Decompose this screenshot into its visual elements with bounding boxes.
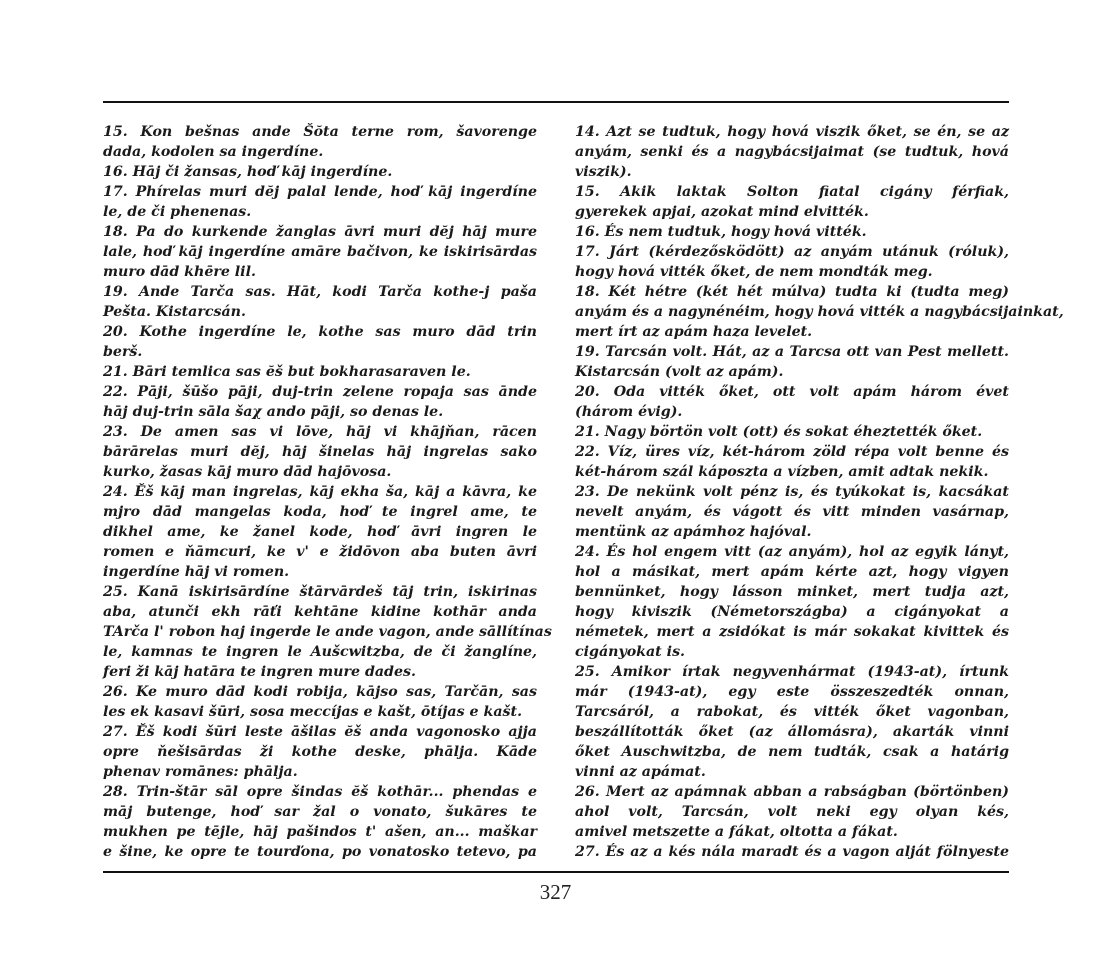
text-line: Kistarcsán (volt az apám).: [575, 364, 784, 380]
text-line: 14. Azt se tudtuk, hogy hová viszik őket, se én, se az: [575, 124, 1009, 140]
page-number: 327: [539, 880, 572, 904]
text-line: mjro dād mangelas koda, hoď te ingrel ame, te: [103, 504, 537, 520]
text-line: 15. Kon bešnas ande Šŏta terne rom, šavorenge: [103, 124, 537, 140]
text-line: hogy hová vitték őket, de nem mondták meg.: [575, 264, 933, 280]
text-line: mentünk az apámhoz hajóval.: [575, 524, 812, 540]
text-line: 25. Amikor írtak negyvenhármat (1943-at), írtunk: [575, 664, 1009, 680]
text-line: 19. Ande Tarča sas. Hāt, kodi Tarča kothe-j paša: [103, 284, 537, 300]
text-line: feri ži kāj hatāra te ingren mure dades.: [103, 664, 416, 680]
text-line: opre ňešisārdas ži kothe deske, phālja. Kāde: [103, 744, 537, 760]
text-line: e šine, ke opre te tourďona, po vonatosko tetevo, pa: [103, 844, 537, 860]
text-line: 17. Phírelas muri dĕj palal lende, hoď kāj ingerdíne: [103, 184, 537, 200]
text-line: 23. De nekünk volt pénz is, és tyúkokat is, kacsákat: [575, 484, 1009, 500]
text-line: les ek kasavi šūri, sosa meccíjas e kašt, ōtíjas e kašt.: [103, 704, 523, 720]
text-line: 18. Pa do kurkende žanglas āvri muri dĕj hāj mure: [103, 224, 537, 240]
text-line: TArča l' robon haj ingerde le ande vagon, ande sāllítínas: [103, 624, 552, 640]
text-line: 16. És nem tudtuk, hogy hová vitték.: [575, 224, 867, 240]
text-line: dada, kodolen sa ingerdíne.: [103, 144, 324, 160]
text-line: muro dād khēre lil.: [103, 264, 256, 280]
text-line: 28. Trin-štār sāl opre šindas ĕš kothār... phendas e: [103, 784, 537, 800]
text-line: bārārelas muri dĕj, hāj šinelas hāj ingrelas sako: [103, 444, 537, 460]
text-line: amivel metszette a fákat, oltotta a fákat.: [575, 824, 898, 840]
text-line: berš.: [103, 344, 143, 360]
bottom-rule: [103, 871, 1009, 873]
text-line: 27. Ĕš kodi šūri leste āšilas ĕš anda vagonosko ajja: [103, 724, 537, 740]
text-line: kurko, žasas kāj muro dād hajōvosa.: [103, 464, 392, 480]
text-line: lale, hoď kāj ingerdíne amāre bačivon, ke iskirisārdas: [103, 244, 537, 260]
text-line: 20. Kothe ingerdíne le, kothe sas muro dād trin: [103, 324, 537, 340]
text-line: 26. Mert az apámnak abban a rabságban (börtönben): [575, 784, 1009, 800]
text-line: 21. Nagy börtön volt (ott) és sokat éheztették őket.: [575, 424, 983, 440]
text-line: 17. Járt (kérdezősködött) az anyám utánuk (róluk),: [575, 244, 1009, 260]
text-line: 15. Akik laktak Solton fiatal cigány férfiak,: [575, 184, 1009, 200]
text-line: anyám és a nagynénéim, hogy hová vitték a nagybácsijainkat,: [575, 304, 1064, 320]
text-line: már (1943-at), egy este összeszedték onnan,: [575, 684, 1009, 700]
right-column-hungarian-text: [575, 122, 1064, 862]
text-line: 22. Pāji, šūšo pāji, duj-trin zelene ropaja sas ānde: [103, 384, 537, 400]
text-line: le, kamnas te ingren le Aušcwitzba, de či žanglíne,: [103, 644, 537, 660]
text-line: németek, mert a zsidókat is már sokakat kivittek és: [575, 624, 1009, 640]
text-line: Pešta. Kistarcsán.: [103, 304, 246, 320]
text-line: aba, atunči ekh rāťi kehtāne kidine kothār anda: [103, 604, 537, 620]
text-line: 20. Oda vitték őket, ott volt apám három évet: [575, 384, 1009, 400]
text-line: māj butenge, hoď sar žal o vonato, šukāres te: [103, 804, 537, 820]
text-line: (három évig).: [575, 404, 683, 420]
left-column-romani-text: [103, 122, 552, 862]
text-line: hāj duj-trin sāla šaχ ando pāji, so denas le.: [103, 404, 444, 420]
text-line: romen e ňāmcuri, ke v' e židōvon aba buten āvri: [103, 544, 537, 560]
text-line: 24. Ĕš kāj man ingrelas, kāj ekha ša, kāj a kāvra, ke: [103, 484, 537, 500]
text-line: ingerdíne hāj vi romen.: [103, 564, 290, 580]
text-line: hogy kiviszik (Németországba) a cigányokat a: [575, 604, 1009, 620]
text-line: 18. Két hétre (két hét múlva) tudta ki (tudta meg): [575, 284, 1009, 300]
text-line: viszik).: [575, 164, 632, 180]
text-line: 26. Ke muro dād kodi robija, kājso sas, Tarčān, sas: [103, 684, 537, 700]
text-line: phenav romānes: phālja.: [103, 764, 298, 780]
text-line: hol a másikat, mert apám kérte azt, hogy vigyen: [575, 564, 1009, 580]
text-line: 19. Tarcsán volt. Hát, az a Tarcsa ott van Pest mellett.: [575, 344, 1009, 360]
text-line: 27. És az a kés nála maradt és a vagon alját fölnyeste: [575, 844, 1009, 860]
text-line: mukhen pe tējle, hāj pašindos t' ašen, an... maškar: [103, 824, 537, 840]
text-line: nevelt anyám, és vágott és vitt minden vasárnap,: [575, 504, 1009, 520]
text-line: 23. De amen sas vi lōve, hāj vi khājňan, rācen: [103, 424, 537, 440]
text-line: beszállították őket (az állomásra), akarták vinni: [575, 724, 1009, 740]
text-line: gyerekek apjai, azokat mind elvitték.: [575, 204, 869, 220]
top-rule: [103, 101, 1009, 103]
text-line: vinni az apámat.: [575, 764, 706, 780]
text-line: Tarcsáról, a rabokat, és vitték őket vagonban,: [575, 704, 1009, 720]
text-line: bennünket, hogy lásson minket, mert tudja azt,: [575, 584, 1009, 600]
text-line: anyám, senki és a nagybácsijaimat (se tudtuk, hová: [575, 144, 1009, 160]
text-line: 22. Víz, üres víz, két-három zöld répa volt benne és: [575, 444, 1009, 460]
text-line: 25. Kanā iskirisārdíne štārvārdeš tāj trin, iskirinas: [103, 584, 537, 600]
text-line: 24. És hol engem vitt (az anyám), hol az egyik lányt,: [575, 544, 1009, 560]
text-line: le, de či phenenas.: [103, 204, 252, 220]
text-line: dikhel ame, ke žanel kode, hoď āvri ingren le: [103, 524, 537, 540]
text-line: 21. Bāri temlica sas ĕš but bokharasaraven le.: [103, 364, 471, 380]
text-line: ahol volt, Tarcsán, volt neki egy olyan kés,: [575, 804, 1009, 820]
text-line: 16. Hāj či žansas, hoď kāj ingerdíne.: [103, 164, 393, 180]
text-line: cigányokat is.: [575, 644, 685, 660]
text-line: két-három szál káposzta a vízben, amit adtak nekik.: [575, 464, 989, 480]
text-line: mert írt az apám haza levelet.: [575, 324, 813, 340]
text-line: őket Auschwitzba, de nem tudták, csak a határig: [575, 744, 1009, 760]
